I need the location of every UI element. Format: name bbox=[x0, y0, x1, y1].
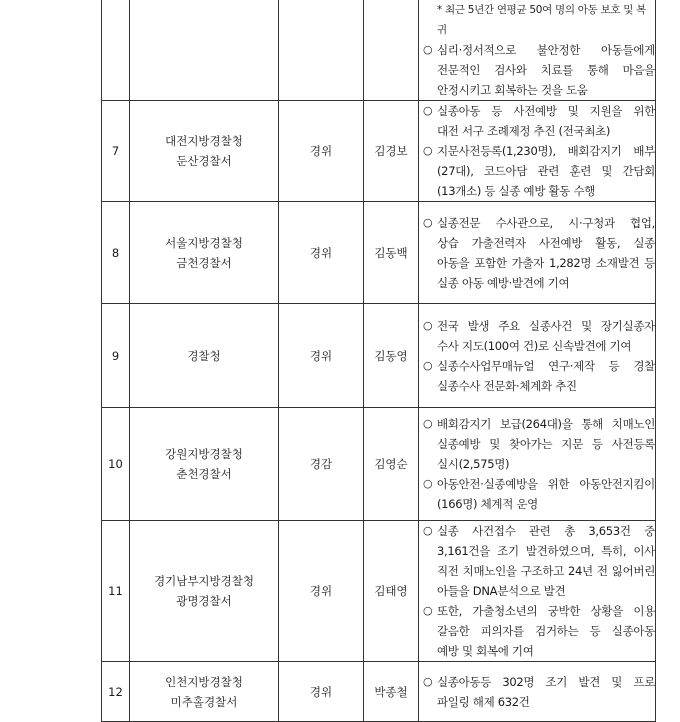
rank-cell: 경위 bbox=[279, 521, 364, 662]
achievement-text: 실종예방 및 찾아가는 지문 등 사전등록 bbox=[437, 437, 655, 451]
achievement-line bbox=[423, 434, 655, 454]
achievement-text: 실종수사업무매뉴얼 연구·제작 등 경찰 bbox=[437, 358, 655, 373]
achievement-text: 대전 서구 조례제정 추진 (전국최초) bbox=[437, 124, 611, 138]
achievement-text: 지문사전등록(1,230명), 배회감지기 배부 bbox=[437, 144, 655, 158]
achievement-line bbox=[423, 376, 655, 396]
achievement-line bbox=[423, 692, 655, 712]
bullet-mark: ○ bbox=[423, 417, 433, 430]
bullet-mark: ○ bbox=[423, 318, 433, 332]
achievement-line bbox=[423, 541, 655, 561]
achievement-line bbox=[423, 561, 655, 581]
achievement-line bbox=[423, 80, 655, 100]
achievement-line bbox=[423, 181, 655, 201]
achievement-line bbox=[423, 253, 655, 273]
achievement-line bbox=[423, 521, 655, 541]
achievement-line bbox=[423, 233, 655, 253]
agency-cell bbox=[130, 101, 279, 202]
achievement-text: (27대), 코드아담 관련 훈련 및 간담회 bbox=[437, 164, 655, 178]
row-number: 7 bbox=[102, 101, 130, 202]
agency-name-line: 경찰청 bbox=[187, 348, 221, 363]
agency-name-line: 춘천경찰서 bbox=[176, 467, 232, 481]
achievement-line bbox=[423, 356, 655, 376]
footnote-text: * 최근 5년간 연평균 50여 명의 아동 보호 및 복귀 bbox=[437, 4, 646, 36]
achievement-text: 안정시키고 회복하는 것을 도움 bbox=[437, 83, 588, 97]
table-row bbox=[102, 408, 656, 521]
recipient-name: 김태영 bbox=[364, 521, 419, 662]
achievement-text: 수사 지도(100여 건)로 신속발견에 기여 bbox=[437, 338, 632, 353]
table-row bbox=[102, 0, 656, 101]
table-row bbox=[102, 304, 656, 408]
achievement-line bbox=[423, 581, 655, 601]
table-body bbox=[102, 0, 656, 722]
rank-cell: 경위 bbox=[279, 202, 364, 304]
agency-name-line: 금천경찰서 bbox=[176, 255, 232, 270]
row-number: 8 bbox=[102, 202, 130, 304]
achievement-line bbox=[423, 141, 655, 161]
achievement-line bbox=[423, 121, 655, 141]
agency-cell bbox=[130, 202, 279, 304]
achievement-text: 아동을 포함한 가출자 1,282명 소재발견 등 bbox=[437, 255, 655, 270]
achievement-text: 아들을 DNA분석으로 발견 bbox=[437, 584, 566, 598]
agency-name-line: 인천지방경찰청 bbox=[165, 674, 243, 689]
achievement-text: 실종전문 수사관으로, 시·구청과 협업, bbox=[437, 215, 655, 230]
achievement-text: 실종아동 등 사전예방 및 지원을 위한 bbox=[437, 104, 655, 118]
achievement-line bbox=[423, 336, 655, 356]
agency-cell bbox=[130, 304, 279, 408]
achievement-text: (13개소) 등 실종 예방 활동 수행 bbox=[437, 184, 596, 198]
achievement-line bbox=[423, 414, 655, 434]
achievement-text: 또한, 가출청소년의 궁박한 상황을 이용 bbox=[437, 604, 655, 618]
bullet-mark: ○ bbox=[423, 43, 433, 56]
rank-cell: 경위 bbox=[279, 101, 364, 202]
achievement-line bbox=[423, 621, 655, 641]
achievement-text: 실시(2,575명) bbox=[437, 457, 510, 471]
achievement-text: 실종수사 전문화·체계화 추진 bbox=[437, 378, 577, 393]
achievement-text: 3,161건을 조기 발견하였으며, 특히, 이사 bbox=[437, 544, 655, 558]
bullet-mark: ○ bbox=[423, 215, 433, 229]
table-row bbox=[102, 202, 656, 304]
achievement-cell bbox=[419, 101, 656, 202]
rank-cell: 경감 bbox=[279, 408, 364, 521]
recipient-name bbox=[364, 0, 419, 101]
achievement-text: 상습 가출전력자 사전예방 활동, 실종 bbox=[437, 235, 655, 250]
achievement-text: 심리·정서적으로 불안정한 아동들에게 bbox=[437, 43, 655, 57]
achievement-cell bbox=[419, 304, 656, 408]
achievement-text: 아동안전·실종예방을 위한 아동안전지킴이 bbox=[437, 477, 655, 491]
achievement-text: 배회감지기 보급(264대)을 통해 치매노인 bbox=[437, 417, 655, 431]
achievement-line bbox=[423, 494, 655, 514]
achievement-text: 파일링 해제 632건 bbox=[437, 694, 530, 709]
achievement-text: 실종 사건접수 관련 총 3,653건 중 bbox=[437, 524, 655, 538]
achievement-line bbox=[423, 601, 655, 621]
recipient-name: 김경보 bbox=[364, 101, 419, 202]
achievement-line bbox=[423, 213, 655, 233]
achievement-line bbox=[423, 641, 655, 661]
row-number: 12 bbox=[102, 662, 130, 722]
agency-cell bbox=[130, 662, 279, 722]
table-row bbox=[102, 662, 656, 722]
agency-name-line: 강원지방경찰청 bbox=[165, 447, 243, 461]
achievement-cell bbox=[419, 202, 656, 304]
achievement-line bbox=[423, 101, 655, 121]
achievement-cell bbox=[419, 662, 656, 722]
bullet-mark: ○ bbox=[423, 674, 433, 688]
rank-cell: 경위 bbox=[279, 662, 364, 722]
achievement-line bbox=[423, 60, 655, 80]
achievement-line bbox=[423, 316, 655, 336]
bullet-mark: ○ bbox=[423, 477, 433, 490]
agency-name-line: 경기남부지방경찰청 bbox=[154, 574, 254, 588]
achievement-line bbox=[423, 161, 655, 181]
award-recipients-table bbox=[101, 0, 656, 722]
achievement-text: (166명) 체계적 운영 bbox=[437, 497, 538, 511]
achievement-text: 실종아동등 302명 조기 발견 및 프로 bbox=[437, 674, 655, 689]
bullet-mark: ○ bbox=[423, 604, 433, 617]
bullet-mark: ○ bbox=[423, 524, 433, 537]
achievement-text: 직전 치매노인을 구조하고 24년 전 잃어버린 bbox=[437, 564, 655, 578]
achievement-text: 예방 및 회복에 기여 bbox=[437, 644, 534, 658]
achievement-cell bbox=[419, 0, 656, 101]
agency-cell bbox=[130, 521, 279, 662]
recipient-name: 김동영 bbox=[364, 304, 419, 408]
row-number: 10 bbox=[102, 408, 130, 521]
achievement-text: 전국 발생 주요 실종사건 및 장기실종자 bbox=[437, 318, 655, 333]
bullet-mark: ○ bbox=[423, 144, 433, 157]
achievement-line bbox=[423, 454, 655, 474]
achievement-text: 갈음한 피의자를 검거하는 등 실종아동 bbox=[437, 624, 655, 638]
achievement-text: 실종 아동 예방·발견에 기여 bbox=[437, 275, 570, 290]
achievement-line bbox=[423, 672, 655, 692]
agency-cell bbox=[130, 408, 279, 521]
agency-name-line: 광명경찰서 bbox=[176, 594, 232, 608]
row-number: 11 bbox=[102, 521, 130, 662]
rank-cell: 경위 bbox=[279, 304, 364, 408]
row-number bbox=[102, 0, 130, 101]
agency-name-line: 미추홀경찰서 bbox=[170, 694, 238, 709]
recipient-name: 김동백 bbox=[364, 202, 419, 304]
achievement-line bbox=[423, 273, 655, 293]
achievement-cell bbox=[419, 521, 656, 662]
rank-cell bbox=[279, 0, 364, 101]
table-row bbox=[102, 521, 656, 662]
bullet-mark: ○ bbox=[423, 358, 433, 372]
bullet-mark: ○ bbox=[423, 104, 433, 117]
agency-name-line: 서울지방경찰청 bbox=[165, 235, 243, 250]
achievement-cell bbox=[419, 408, 656, 521]
achievement-text: 전문적인 검사와 치료를 통해 마음을 bbox=[437, 63, 655, 77]
achievement-line bbox=[423, 474, 655, 494]
table-row bbox=[102, 101, 656, 202]
agency-name-line: 대전지방경찰청 bbox=[165, 134, 243, 148]
agency-cell bbox=[130, 0, 279, 101]
agency-name-line: 둔산경찰서 bbox=[176, 154, 232, 168]
row-number: 9 bbox=[102, 304, 130, 408]
recipient-name: 김영순 bbox=[364, 408, 419, 521]
recipient-name: 박종철 bbox=[364, 662, 419, 722]
achievement-line bbox=[423, 40, 655, 60]
